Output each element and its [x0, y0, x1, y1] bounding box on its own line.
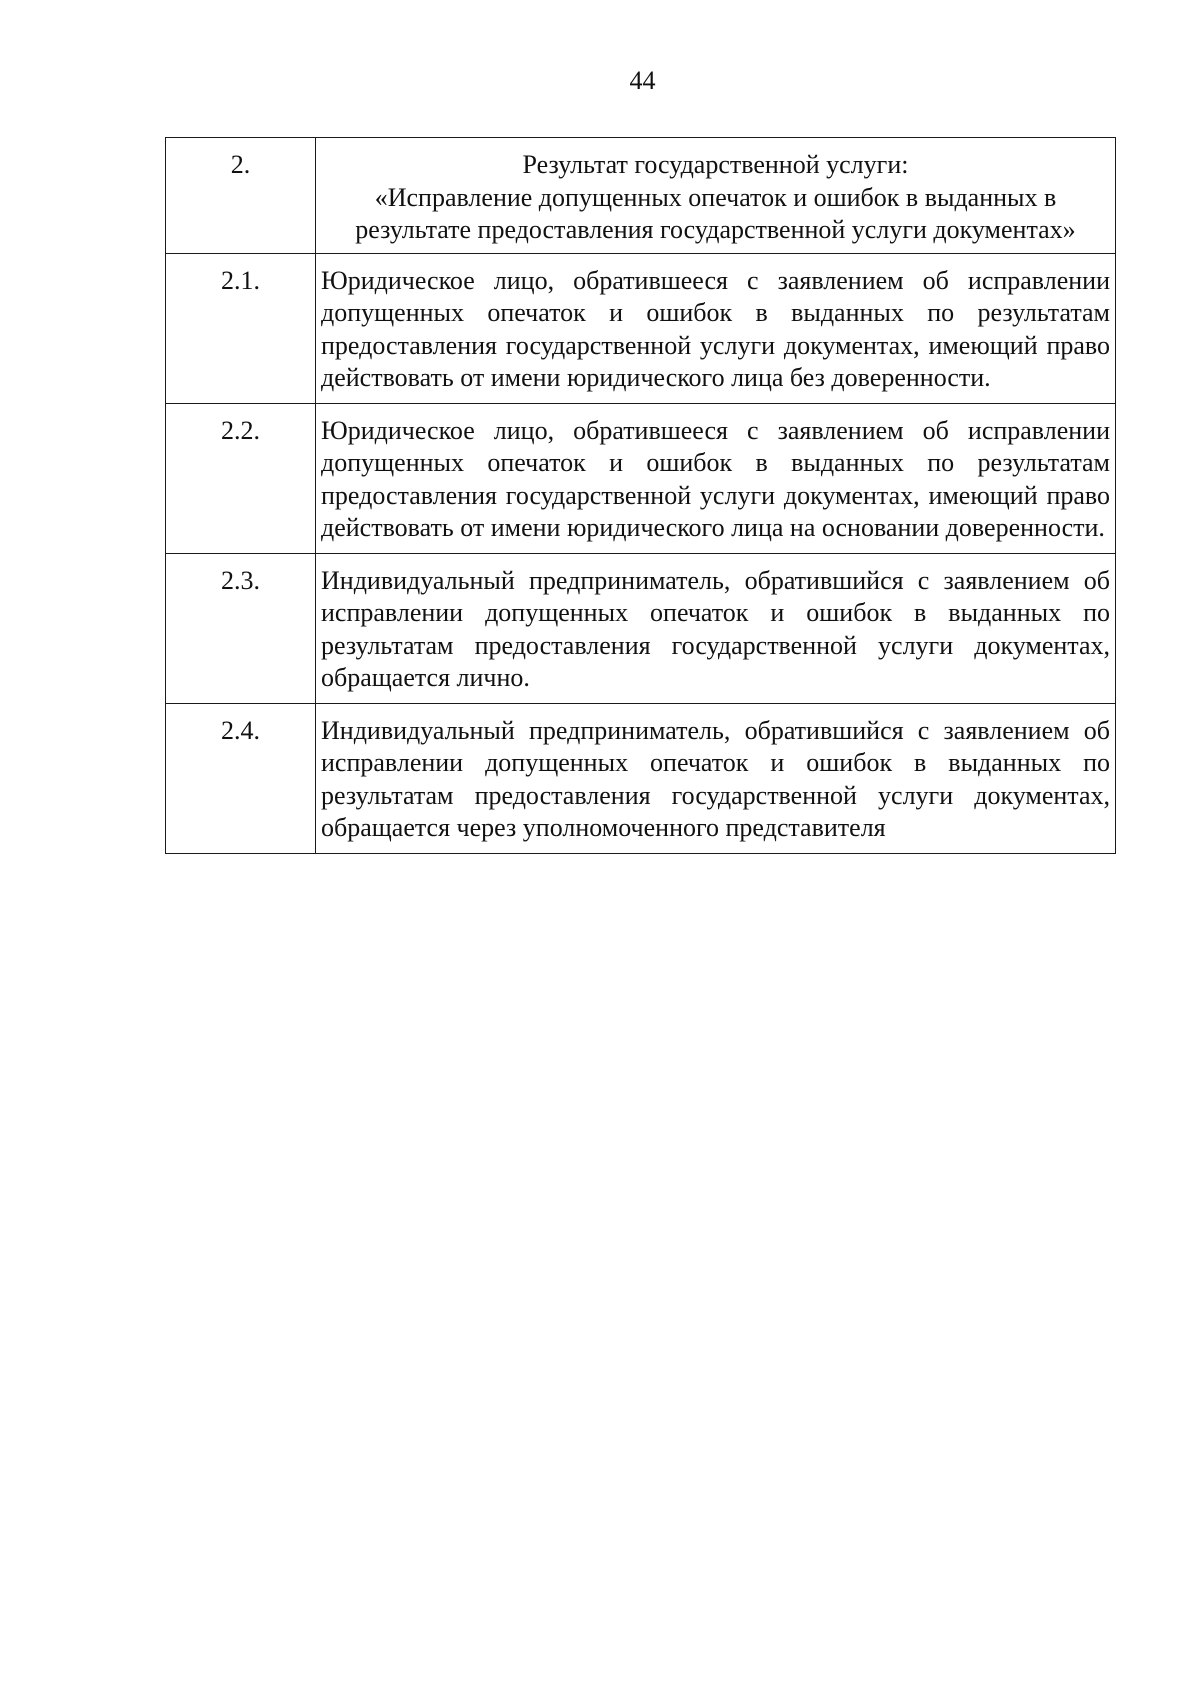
row-number: 2.3. [221, 565, 260, 595]
table-row [166, 403, 1116, 553]
header-number-cell [166, 138, 316, 254]
table-row [166, 703, 1116, 853]
row-text: Юридическое лицо, обратившееся с заявлением об исправлении допущенных опечаток и ошибок в выданных по результатам предоставления государственной услуги документах, имеющий право действовать от имени юридического лица на основании доверенности. [321, 415, 1110, 542]
header-title-line: «Исправление допущенных опечаток и ошибок в выданных в [374, 182, 1057, 212]
header-title-line: Результат государственной услуги: [522, 150, 909, 179]
row-number-cell [166, 703, 316, 853]
header-title-cell [316, 138, 1116, 254]
table-header-row [166, 138, 1116, 254]
row-text-cell [316, 703, 1116, 853]
row-text-cell [316, 553, 1116, 703]
row-number: 2.2. [221, 415, 260, 445]
row-text: Юридическое лицо, обратившееся с заявлением об исправлении допущенных опечаток и ошибок в выданных по результатам предоставления государственной услуги документах, имеющий право действовать от имени юридического лица без доверенности. [321, 265, 1110, 392]
row-text-cell [316, 253, 1116, 403]
row-text: Индивидуальный предприниматель, обратившийся с заявлением об исправлении допущенных опечаток и ошибок в выданных по результатам предоставления государственной услуги документах, обращается через уполномоченного представителя [321, 715, 1110, 842]
table-row [166, 553, 1116, 703]
header-title-line: результате предоставления государственной услуги документах» [355, 215, 1076, 244]
document-table [165, 137, 1116, 854]
row-text: Индивидуальный предприниматель, обратившийся с заявлением об исправлении допущенных опечаток и ошибок в выданных по результатам предоставления государственной услуги документах, обращается лично. [321, 565, 1110, 692]
row-text-cell [316, 403, 1116, 553]
row-number: 2.4. [221, 715, 260, 745]
row-number-cell [166, 403, 316, 553]
table-row [166, 253, 1116, 403]
row-number: 2.1. [221, 265, 260, 295]
row-number-cell [166, 253, 316, 403]
row-number-cell [166, 553, 316, 703]
header-number: 2. [230, 150, 251, 179]
page-number: 44 [629, 66, 656, 95]
